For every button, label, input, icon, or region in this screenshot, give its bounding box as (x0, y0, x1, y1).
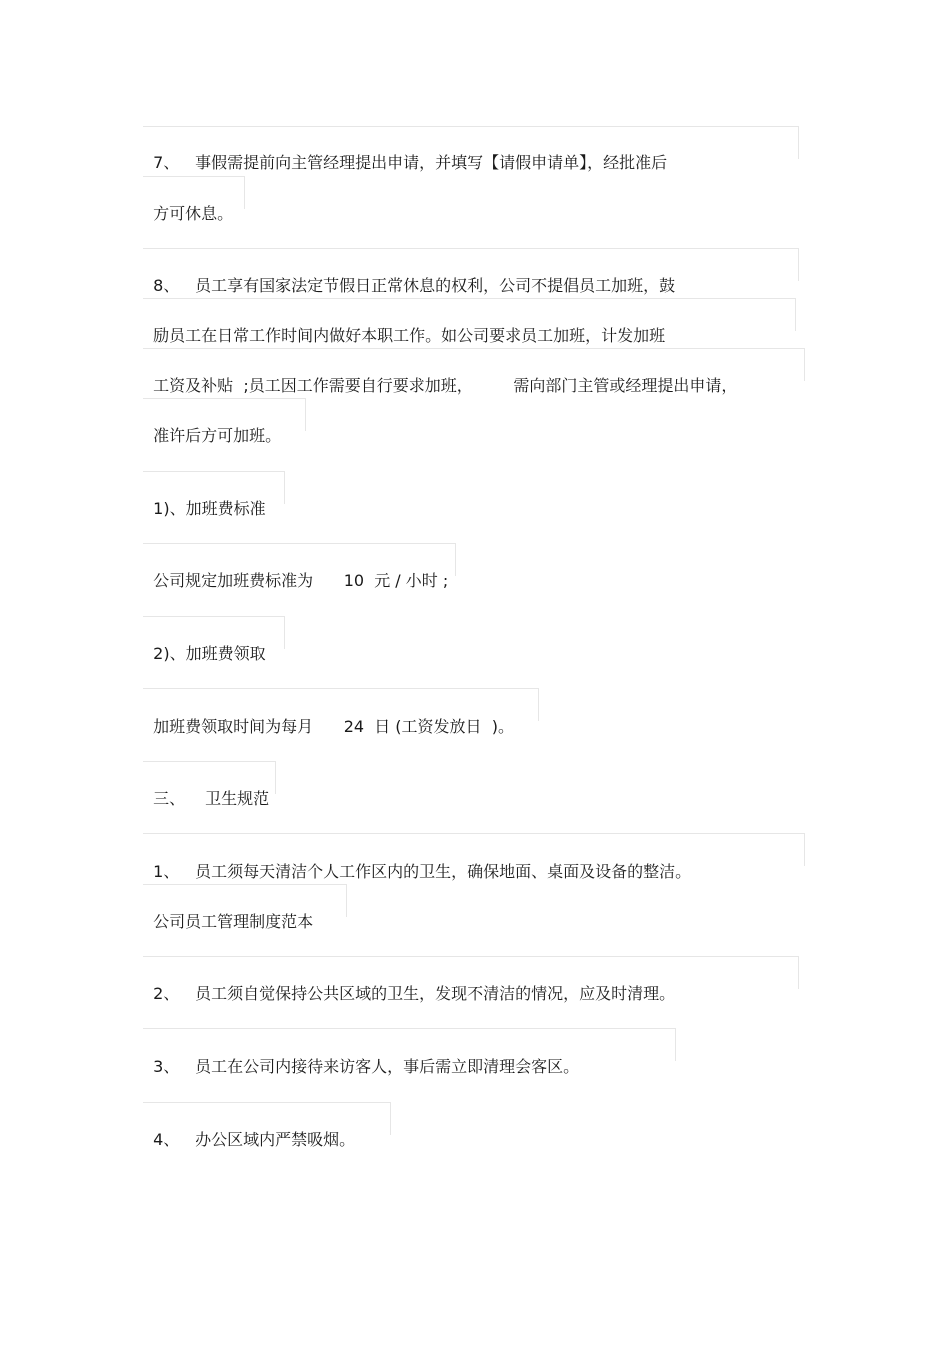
item-number: 3、 (153, 1057, 180, 1076)
doc-line (143, 479, 270, 519)
line-text: 员工在公司内接待来访客人，事后需立即清理会客区。 (195, 1057, 580, 1076)
line-text: 办公区域内严禁吸烟。 (195, 1130, 356, 1149)
line-text: 加班费领取时间为每月 24 日 (工资发放日 )。 (153, 717, 514, 736)
doc-line (143, 1037, 583, 1077)
line-text: 公司规定加班费标准为 10 元 / 小时 ; (153, 571, 449, 590)
item-number: 2、 (153, 984, 180, 1003)
doc-line (143, 184, 237, 224)
line-text: 方可休息。 (153, 204, 234, 223)
line-text: 员工须自觉保持公共区域的卫生，发现不清洁的情况，应及时清理。 (195, 984, 676, 1003)
line-text: 工资及补贴 ;员工因工作需要自行要求加班， 需向部门主管或经理提出申请， (153, 376, 738, 395)
line-text: 准许后方可加班。 (153, 426, 282, 445)
line-text: 事假需提前向主管经理提出申请，并填写【请假申请单】，经批准后 (195, 153, 668, 172)
doc-line (143, 133, 671, 173)
doc-line (143, 697, 518, 737)
item-number: 4、 (153, 1130, 180, 1149)
doc-line (143, 624, 270, 664)
section-number: 三、 (153, 789, 186, 808)
line-text: 1)、加班费标准 (153, 499, 266, 518)
doc-line (143, 306, 669, 346)
item-number: 8、 (153, 276, 180, 295)
page-footer-title (143, 892, 317, 932)
doc-line (143, 256, 679, 296)
doc-line (143, 551, 452, 591)
line-text: 公司员工管理制度范本 (153, 912, 314, 931)
line-text: 员工须每天清洁个人工作区内的卫生，确保地面、桌面及设备的整洁。 (195, 862, 692, 881)
doc-line (143, 964, 679, 1004)
line-text: 2)、加班费领取 (153, 644, 266, 663)
line-text: 励员工在日常工作时间内做好本职工作。如公司要求员工加班，计发加班 (153, 326, 666, 345)
doc-line (143, 842, 695, 882)
section-title: 卫生规范 (205, 789, 270, 808)
item-number: 7、 (153, 153, 180, 172)
doc-line (143, 356, 741, 396)
item-number: 1、 (153, 862, 180, 881)
doc-line (143, 1110, 359, 1150)
section-heading (143, 769, 273, 809)
line-text: 员工享有国家法定节假日正常休息的权利，公司不提倡员工加班，鼓 (195, 276, 676, 295)
doc-line (143, 406, 285, 446)
